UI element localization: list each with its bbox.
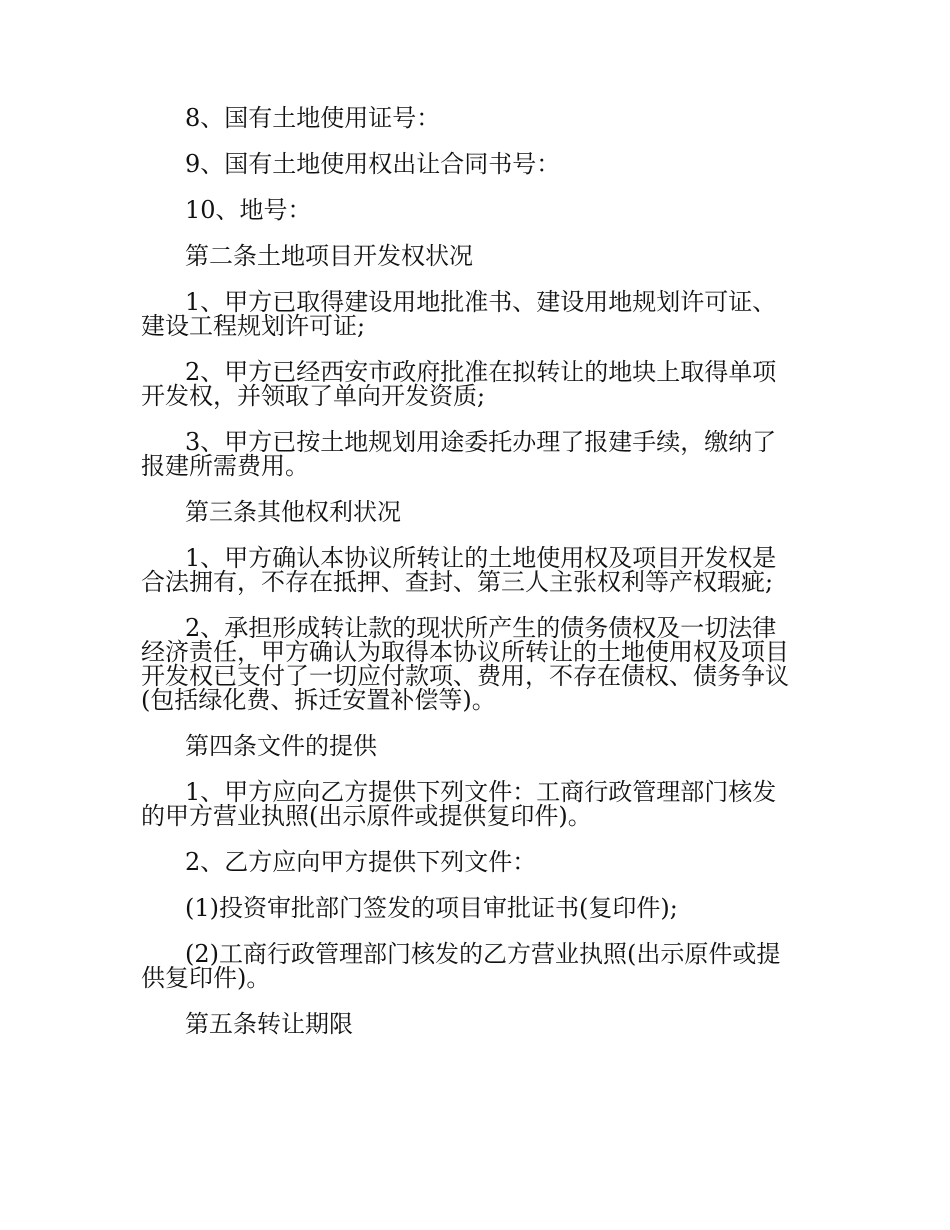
- paragraph-article-2-item-2: [141, 360, 813, 408]
- paragraph-line: 供复印件)。: [141, 964, 271, 992]
- paragraph-line: 开发权，并领取了单向开发资质;: [141, 382, 486, 410]
- paragraph-line: 报建所需费用。: [141, 452, 309, 480]
- section-heading-text: 第二条土地项目开发权状况: [185, 242, 473, 270]
- section-heading-text: 第五条转让期限: [185, 1010, 353, 1038]
- section-heading-article-2: [141, 244, 813, 268]
- section-heading-article-4: [141, 734, 813, 758]
- paragraph-line: (2)工商行政管理部门核发的乙方营业执照(出示原件或提: [185, 940, 781, 968]
- paragraph-line: 1、甲方确认本协议所转让的土地使用权及项目开发权是: [185, 544, 777, 572]
- paragraph-line: (1)投资审批部门签发的项目审批证书(复印件);: [185, 894, 678, 922]
- paragraph-line: 10、地号：: [185, 196, 312, 224]
- document-body: [141, 106, 813, 1058]
- paragraph-line: 1、甲方应向乙方提供下列文件：工商行政管理部门核发: [185, 778, 777, 806]
- section-heading-article-5: [141, 1012, 813, 1036]
- paragraph-article-4-subitem-2: [141, 942, 813, 990]
- paragraph-article-4-item-2: [141, 850, 813, 874]
- paragraph-article-4-item-1: [141, 780, 813, 828]
- paragraph-article-2-item-1: [141, 290, 813, 338]
- paragraph-line: 合法拥有，不存在抵押、查封、第三人主张权利等产权瑕疵;: [141, 568, 774, 596]
- paragraph-line: 的甲方营业执照(出示原件或提供复印件)。: [141, 802, 592, 830]
- paragraph-line: 经济责任，甲方确认为取得本协议所转让的土地使用权及项目: [141, 638, 789, 666]
- paragraph-item-10: [141, 198, 813, 222]
- paragraph-line: 2、乙方应向甲方提供下列文件：: [185, 848, 537, 876]
- paragraph-article-2-item-3: [141, 430, 813, 478]
- paragraph-line: 8、国有土地使用证号：: [185, 104, 441, 132]
- section-heading-text: 第四条文件的提供: [185, 732, 377, 760]
- section-heading-text: 第三条其他权利状况: [185, 498, 401, 526]
- paragraph-item-9: [141, 152, 813, 176]
- paragraph-line: 2、承担形成转让款的现状所产生的债务债权及一切法律: [185, 614, 777, 642]
- paragraph-item-8: [141, 106, 813, 130]
- paragraph-article-4-subitem-1: [141, 896, 813, 920]
- paragraph-article-3-item-2: [141, 616, 813, 712]
- paragraph-line: 1、甲方已取得建设用地批准书、建设用地规划许可证、: [185, 288, 777, 316]
- paragraph-article-3-item-1: [141, 546, 813, 594]
- paragraph-line: 开发权已支付了一切应付款项、费用，不存在债权、债务争议: [141, 662, 789, 690]
- paragraph-line: 3、甲方已按土地规划用途委托办理了报建手续，缴纳了: [185, 428, 777, 456]
- paragraph-line: 建设工程规划许可证;: [141, 312, 366, 340]
- paragraph-line: 2、甲方已经西安市政府批准在拟转让的地块上取得单项: [185, 358, 777, 386]
- paragraph-line: 9、国有土地使用权出让合同书号：: [185, 150, 561, 178]
- section-heading-article-3: [141, 500, 813, 524]
- paragraph-line: (包括绿化费、拆迁安置补偿等)。: [141, 686, 496, 714]
